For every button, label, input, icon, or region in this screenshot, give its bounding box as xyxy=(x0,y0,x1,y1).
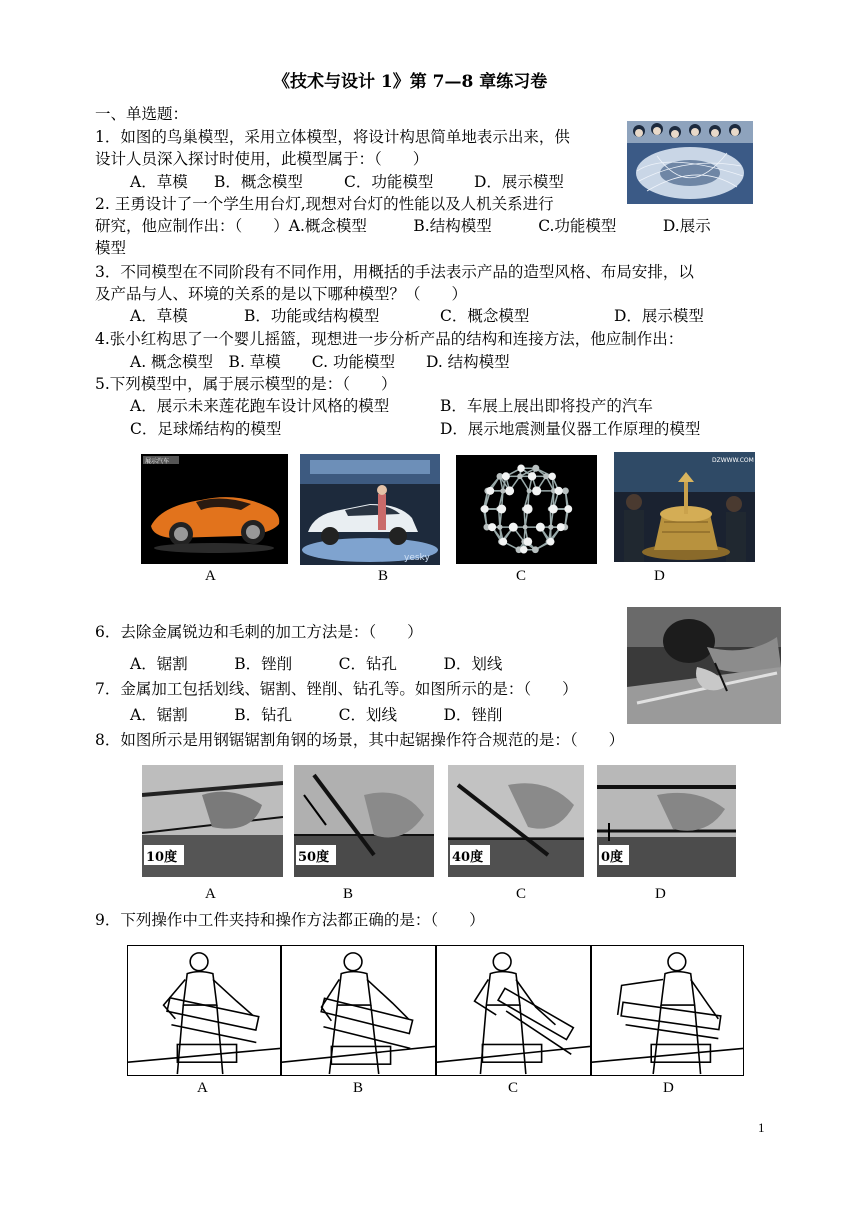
q8-caption-b: B xyxy=(343,886,354,902)
atom xyxy=(481,505,489,513)
q3-option-a: A．草模 xyxy=(130,307,188,325)
auto-show-car-image xyxy=(300,454,440,565)
angle-label-c: 40度 xyxy=(452,850,484,865)
atom xyxy=(528,472,536,480)
q5-caption-d: D xyxy=(654,568,665,584)
atom xyxy=(562,487,569,494)
atom xyxy=(548,473,555,480)
q3-option-c: C．概念模型 xyxy=(440,307,530,325)
saw-angle-photo-c xyxy=(448,765,584,877)
q5-stem: 5.下列模型中，属于展示模型的是：（ ） xyxy=(95,375,397,393)
q5-option-d: D．展示地震测量仪器工作原理的模型 xyxy=(440,420,701,438)
atom xyxy=(488,523,496,531)
q1-option-b: B．概念模型 xyxy=(214,173,303,191)
q5-caption-b: B xyxy=(378,568,389,584)
section-heading: 一、单选题： xyxy=(95,105,189,123)
sawing-drawing-c xyxy=(436,945,591,1076)
q1-stem-line2: 设计人员深入探讨时使用，此模型属于：（ ） xyxy=(95,150,429,168)
atom xyxy=(536,523,545,532)
birds-nest-model-image xyxy=(627,121,753,204)
q3-stem-line1: 3．不同模型在不同阶段有不同作用，用概括的手法表示产品的造型风格、布局安排，以 xyxy=(95,263,694,281)
atom xyxy=(548,524,553,529)
atom xyxy=(497,524,502,529)
q1-option-c: C．功能模型 xyxy=(344,173,434,191)
seismograph-watermark: DZWWW.COM xyxy=(712,457,754,464)
q2-stem-line3: 模型 xyxy=(95,239,127,257)
atom xyxy=(532,486,541,495)
saw-angle-photo-b xyxy=(294,765,434,877)
atom xyxy=(499,538,507,546)
angle-label-d: 0度 xyxy=(601,850,624,865)
atom xyxy=(532,465,539,472)
football-ene-model-image xyxy=(456,455,597,564)
saw-angle-photo-a xyxy=(142,765,283,877)
q3-stem-line2: 及产品与人、环境的关系的是以下哪种模型？（ ） xyxy=(95,285,468,303)
q9-caption-d: D xyxy=(663,1080,674,1096)
q1-option-a: A．草模 xyxy=(130,173,188,191)
atom xyxy=(497,505,506,514)
atom xyxy=(527,488,532,493)
atom xyxy=(505,486,514,495)
car-image-watermark: 展示汽车 xyxy=(145,458,170,465)
saw-angle-photo-d xyxy=(597,765,736,877)
q9-caption-b: B xyxy=(353,1080,364,1096)
atom xyxy=(520,546,528,554)
q1-option-d: D．展示模型 xyxy=(474,173,564,191)
page-number: 1 xyxy=(758,1120,765,1135)
q4-options: A. 概念模型 B. 草模 C. 功能模型 D. 结构模型 xyxy=(130,353,510,371)
q1-stem-line1: 1．如图的鸟巢模型，采用立体模型，将设计构思简单地表示出来，供 xyxy=(95,128,570,146)
q8-caption-c: C xyxy=(516,886,527,902)
atom xyxy=(547,538,555,546)
angle-label-b: 50度 xyxy=(298,850,330,865)
atom xyxy=(502,472,510,480)
q2-stem-line1: 2. 王勇设计了一个学生用台灯,现想对台灯的性能以及人机关系进行 xyxy=(95,195,554,213)
atom xyxy=(523,525,528,530)
q8-caption-a: A xyxy=(205,886,216,902)
sawing-drawing-d xyxy=(591,945,744,1076)
q9-caption-c: C xyxy=(508,1080,519,1096)
q9-caption-a: A xyxy=(197,1080,208,1096)
q3-option-d: D．展示模型 xyxy=(614,307,704,325)
q6-stem: 6．去除金属锐边和毛刺的加工方法是：（ ） xyxy=(95,623,423,641)
atom xyxy=(509,523,518,532)
q2-stem-line2: 研究，他应制作出：（ ）A.概念模型 B.结构模型 C.功能模型 D.展示 xyxy=(95,217,711,235)
q3-option-b: B．功能或结构模型 xyxy=(244,307,380,325)
atom xyxy=(555,487,563,495)
atom xyxy=(549,505,558,514)
q8-caption-d: D xyxy=(655,886,666,902)
atom xyxy=(557,523,565,531)
sawing-drawing-a xyxy=(127,945,281,1076)
sports-car-model-image xyxy=(141,454,288,564)
page-title: 《技术与设计 1》第 7—8 章练习卷 xyxy=(273,72,548,92)
car-show-watermark: yesky xyxy=(404,553,430,563)
q7-options: A．锯割 B．钻孔 C．划线 D．锉削 xyxy=(130,706,503,724)
atom xyxy=(500,488,505,493)
sawing-drawing-b xyxy=(281,945,436,1076)
atom xyxy=(565,505,573,513)
q5-option-c: C．足球烯结构的模型 xyxy=(130,420,282,438)
atom xyxy=(517,465,524,472)
atom xyxy=(524,537,532,545)
angle-label-a: 10度 xyxy=(146,850,178,865)
q5-caption-c: C xyxy=(516,568,527,584)
q8-stem: 8．如图所示是用钢锯锯割角钢的场景，其中起锯操作符合规范的是：（ ） xyxy=(95,731,625,749)
seismograph-model-image xyxy=(614,452,755,562)
atom xyxy=(532,546,539,553)
q5-option-b: B．车展上展出即将投产的汽车 xyxy=(440,397,653,415)
q6-options: A．锯割 B．锉削 C．钻孔 D．划线 xyxy=(130,655,503,673)
q5-caption-a: A xyxy=(205,568,216,584)
q7-stem: 7．金属加工包括划线、锯割、锉削、钻孔等。如图所示的是：（ ） xyxy=(95,680,578,698)
q4-stem: 4.张小红构思了一个婴儿摇篮，现想进一步分析产品的结构和连接方法，他应制作出： xyxy=(95,330,684,348)
atom xyxy=(517,474,523,480)
metal-marking-photo xyxy=(627,607,781,724)
atom xyxy=(543,473,549,479)
q9-stem: 9．下列操作中工件夹持和操作方法都正确的是：（ ） xyxy=(95,911,485,929)
q5-option-a: A．展示未来莲花跑车设计风格的模型 xyxy=(130,397,390,415)
atom xyxy=(486,487,494,495)
atom xyxy=(523,504,532,513)
